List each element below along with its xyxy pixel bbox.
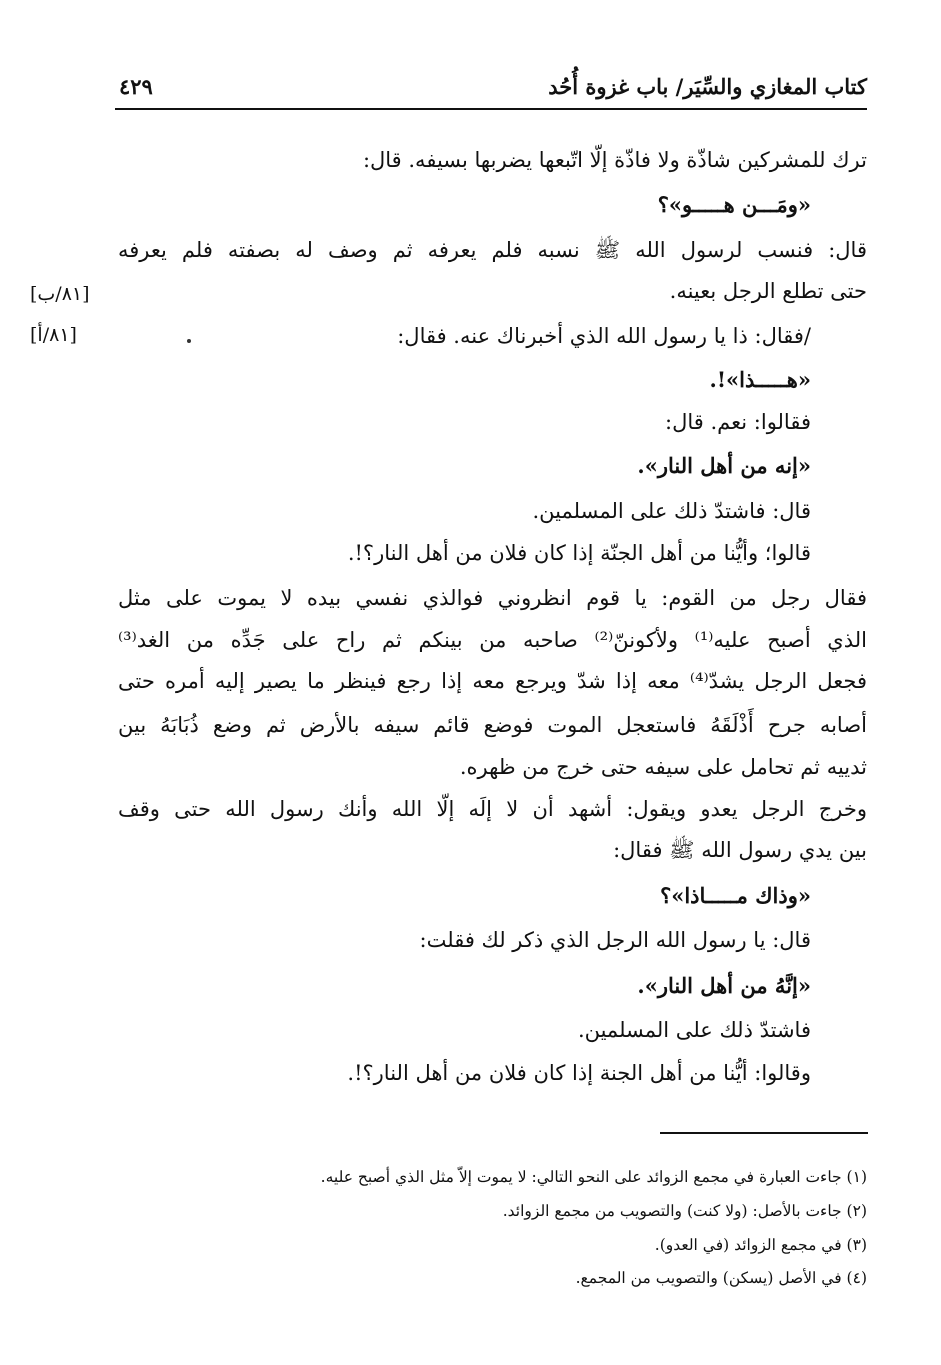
margin-note-folio-a: [٨١/أ] [30,324,77,346]
text-line-19: قال: يا رسول الله الرجل الذي ذكر لك فقلت: [419,928,811,952]
text-line-4: حتى تطلع الرجل بعينه. [669,279,867,303]
footnote-1: (١) جاءت العبارة في مجمع الزوائد على النحو التالي: لا يموت إلاّ مثل الذي أصبح عليه. [320,1168,867,1186]
footnote-separator [660,1132,868,1134]
margin-note-folio-b: [٨١/ب] [30,283,90,305]
text-line-14: أصابه جرح أَذْلَقَهُ فاستعجل الموت فوضع قائم سيفه بالأرض ثم وضع ذُبَابَهُ بين [118,713,867,737]
text-line-11: فقال رجل من القوم: يا قوم انظروني فوالذي نفسي بيده لا يموت على مثل [118,586,867,610]
text-line-20: «إنَّهُ من أهل النار». [637,973,811,998]
page-number: ٤٢٩ [119,74,153,99]
footnote-2: (٢) جاءت بالأصل: (ولا كنت) والتصويب من مجمع الزوائد. [502,1202,867,1220]
text-line-13: فجعل الرجل يشدّ⁽⁴⁾ معه إذا شدّ ويرجع معه إذا رجع فينظر ما يصير إليه أمره حتى [118,669,867,693]
footnote-3: (٣) في مجمع الزوائد (في العدو). [654,1236,867,1254]
text-line-1: ترك للمشركين شاذّة ولا فاذّة إلّا اتّبعها يضربها بسيفه. قال: [362,148,867,172]
text-line-18: «وذاك مـــــاذا»؟ [660,883,811,908]
text-line-10: قالوا؛ وأيُّنا من أهل الجنّة إذا كان فلان من أهل النار؟!. [347,541,811,565]
text-line-3: قال: فنسب لرسول الله ﷺ نسبه فلم يعرفه ثم وصف له بصفته فلم يعرفه [118,238,867,262]
text-line-16: وخرج الرجل يعدو ويقول: أشهد أن لا إلَه إلّا الله وأنك رسول الله حتى وقف [118,797,867,821]
header-title: كتاب المغازي والسِّيَر/ باب غزوة أُحُد [548,74,867,99]
footnote-4: (٤) في الأصل (يسكن) والتصويب من المجمع. [575,1269,867,1287]
text-line-2: «ومَـــن هـــــو»؟ [657,192,811,217]
text-line-8: «إنه من أهل النار». [637,453,811,478]
text-line-21: فاشتدّ ذلك على المسلمين. [577,1018,811,1042]
running-header [115,70,867,110]
speck-mark [187,339,191,343]
text-line-6: «هـــــذا»!. [709,367,811,392]
text-line-12: الذي أصبح عليه⁽¹⁾ ولأكوننّ⁽²⁾ صاحبه من بينكم ثم راح على جَدِّه من الغد⁽³⁾ [118,628,867,652]
text-line-15: ثدييه ثم تحامل على سيفه حتى خرج من ظهره. [459,755,867,779]
text-line-17: بين يدي رسول الله ﷺ فقال: [613,838,867,862]
text-line-9: قال: فاشتدّ ذلك على المسلمين. [532,499,811,523]
text-line-7: فقالوا: نعم. قال: [665,410,811,434]
text-line-5: /فقال: ذا يا رسول الله الذي أخبرناك عنه. فقال: [397,324,811,348]
text-line-22: وقالوا: أيُّنا من أهل الجنة إذا كان فلان من أهل النار؟!. [347,1061,811,1085]
